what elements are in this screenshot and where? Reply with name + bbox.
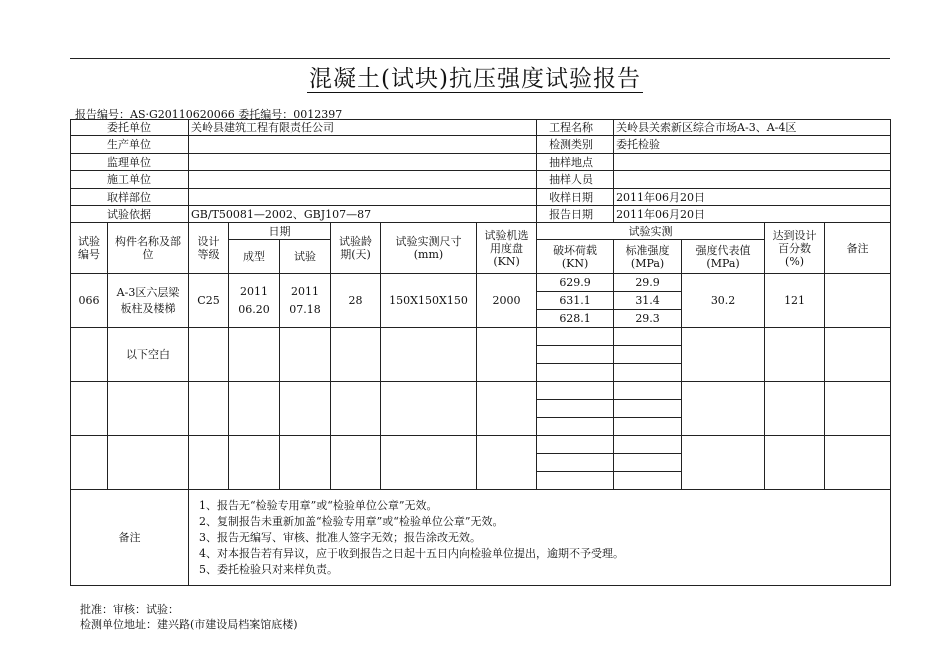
blank-cell: [682, 382, 765, 436]
project-name-label: 工程名称: [537, 120, 614, 136]
cell-rep-strength: 30.2: [682, 274, 765, 328]
title-text: 混凝土(试块)抗压强度试验报告: [309, 66, 641, 92]
cell-test-date: 2011 07.18: [280, 274, 331, 328]
header-component: 构件名称及部 位: [108, 223, 189, 274]
report-date-value: 2011年06月20日: [614, 206, 891, 223]
sampling-place-value: [614, 154, 891, 171]
blank-cell: [614, 328, 682, 346]
remark-item: 3、报告无编写、审核、批准人签字无效；报告涂改无效。: [199, 530, 481, 544]
blank-cell: [537, 400, 614, 418]
report-title: [0, 60, 950, 93]
blank-cell: [537, 472, 614, 490]
remarks-list: [189, 490, 891, 586]
supervision-unit-value: [189, 154, 537, 171]
remark-item: 1、报告无“检验专用章”或“检验单位公章”无效。: [199, 498, 438, 512]
cell-failure-load: 628.1: [537, 310, 614, 328]
report-table: [70, 119, 891, 586]
remarks-label: 备注: [71, 490, 189, 586]
info-row-test-basis: [71, 206, 891, 223]
production-unit-value: [189, 136, 537, 154]
blank-cell: [189, 382, 229, 436]
blank-cell: [825, 436, 891, 490]
production-unit-label: 生产单位: [71, 136, 189, 154]
header-test-no: 试验 编号: [71, 223, 108, 274]
supervision-unit-label: 监理单位: [71, 154, 189, 171]
header-remark: 备注: [825, 223, 891, 274]
header-machine: 试验机选 用度盘 (KN): [477, 223, 537, 274]
header-test-measured: 试验实测: [537, 223, 765, 240]
signature-line: 批准：审核：试验：: [80, 603, 179, 616]
table-row: [71, 382, 891, 400]
blank-cell: [108, 382, 189, 436]
blank-cell: [614, 454, 682, 472]
cell-percent-design: 121: [765, 274, 825, 328]
commission-unit-label: 委托单位: [71, 120, 189, 136]
blank-cell: [537, 418, 614, 436]
remark-item: 4、对本报告若有异议，应于收到报告之日起十五日内向检验单位提出，逾期不予受理。: [199, 546, 624, 560]
header-dimension: 试验实测尺寸 (mm): [381, 223, 477, 274]
blank-cell: [381, 436, 477, 490]
blank-cell: [108, 436, 189, 490]
report-date-label: 报告日期: [537, 206, 614, 223]
cell-failure-load: 629.9: [537, 274, 614, 292]
cell-dimension: 150X150X150: [381, 274, 477, 328]
header-failure-load: 破坏荷载 (KN): [537, 240, 614, 274]
blank-cell: [280, 328, 331, 382]
blank-cell: [765, 382, 825, 436]
construction-unit-label: 施工单位: [71, 171, 189, 189]
cell-design-grade: C25: [189, 274, 229, 328]
remark-item: 2、复制报告未重新加盖“检验专用章”或“检验单位公章”无效。: [199, 514, 504, 528]
blank-cell: [614, 346, 682, 364]
cell-std-strength: 29.3: [614, 310, 682, 328]
address-line: 检测单位地址：建兴路(市建设局档案馆底楼): [80, 618, 298, 631]
blank-cell: [765, 328, 825, 382]
blank-cell: [614, 436, 682, 454]
blank-cell: [682, 328, 765, 382]
commission-unit-value: 关岭县建筑工程有限责任公司: [189, 120, 537, 136]
blank-cell: [229, 382, 280, 436]
blank-cell: [331, 328, 381, 382]
test-type-value: 委托检验: [614, 136, 891, 154]
blank-cell: [477, 436, 537, 490]
project-name-value: 关岭县关索新区综合市场A-3、A-4区: [614, 120, 891, 136]
blank-cell: [765, 436, 825, 490]
blank-cell: [229, 436, 280, 490]
sampler-label: 抽样人员: [537, 171, 614, 189]
received-date-label: 收样日期: [537, 189, 614, 206]
blank-cell: [280, 382, 331, 436]
cell-std-strength: 31.4: [614, 292, 682, 310]
column-header-row-1: [71, 223, 891, 240]
header-formed: 成型: [229, 240, 280, 274]
table-row: [71, 328, 891, 346]
blank-cell: [477, 328, 537, 382]
test-basis-label: 试验依据: [71, 206, 189, 223]
cell-failure-load: 631.1: [537, 292, 614, 310]
header-tested: 试验: [280, 240, 331, 274]
header-age: 试验龄 期(天): [331, 223, 381, 274]
cell-test-no: 066: [71, 274, 108, 328]
received-date-value: 2011年06月20日: [614, 189, 891, 206]
cell-remark: [825, 274, 891, 328]
sampling-place-label: 抽样地点: [537, 154, 614, 171]
blank-cell: [537, 436, 614, 454]
blank-cell: [280, 436, 331, 490]
info-row-production: [71, 136, 891, 154]
sampler-value: [614, 171, 891, 189]
header-std-strength: 标准强度 (MPa): [614, 240, 682, 274]
blank-cell: [229, 328, 280, 382]
remarks-row: [71, 490, 891, 586]
info-row-commission: [71, 120, 891, 136]
info-row-sampling-part: [71, 189, 891, 206]
header-design-grade: 设计 等级: [189, 223, 229, 274]
header-percent-design: 达到设计 百分数 (%): [765, 223, 825, 274]
blank-cell: [537, 382, 614, 400]
header-rule: [70, 58, 890, 59]
cell-component: A-3区六层梁 板柱及楼梯: [108, 274, 189, 328]
cell-machine-range: 2000: [477, 274, 537, 328]
blank-cell: [71, 436, 108, 490]
cell-age: 28: [331, 274, 381, 328]
blank-cell: [381, 328, 477, 382]
header-rep-strength: 强度代表值 (MPa): [682, 240, 765, 274]
blank-cell: [614, 364, 682, 382]
blank-cell: [189, 436, 229, 490]
blank-cell: [537, 328, 614, 346]
blank-cell: [71, 382, 108, 436]
blank-cell: [381, 382, 477, 436]
blank-cell: [614, 400, 682, 418]
sampling-part-label: 取样部位: [71, 189, 189, 206]
remark-item: 5、委托检验只对来样负责。: [199, 562, 338, 576]
blank-cell: [331, 382, 381, 436]
construction-unit-value: [189, 171, 537, 189]
table-row: [71, 274, 891, 292]
blank-cell: [331, 436, 381, 490]
table-row: [71, 436, 891, 454]
test-type-label: 检测类别: [537, 136, 614, 154]
blank-cell: [189, 328, 229, 382]
blank-cell: [477, 382, 537, 436]
report-number: 报告编号：AS·G20110620066 委托编号：0012397: [75, 108, 343, 121]
blank-cell: [682, 436, 765, 490]
header-date: 日期: [229, 223, 331, 240]
blank-cell: [825, 328, 891, 382]
blank-cell: [614, 472, 682, 490]
blank-cell: [537, 454, 614, 472]
blank-cell: [614, 382, 682, 400]
blank-cell: [71, 328, 108, 382]
info-row-supervision: [71, 154, 891, 171]
cell-std-strength: 29.9: [614, 274, 682, 292]
blank-cell: [825, 382, 891, 436]
cell-formed-date: 2011 06.20: [229, 274, 280, 328]
blank-note: 以下空白: [108, 328, 189, 382]
info-row-construction: [71, 171, 891, 189]
blank-cell: [614, 418, 682, 436]
sampling-part-value: [189, 189, 537, 206]
blank-cell: [537, 364, 614, 382]
blank-cell: [537, 346, 614, 364]
test-basis-value: GB/T50081—2002、GBJ107—87: [189, 206, 537, 223]
